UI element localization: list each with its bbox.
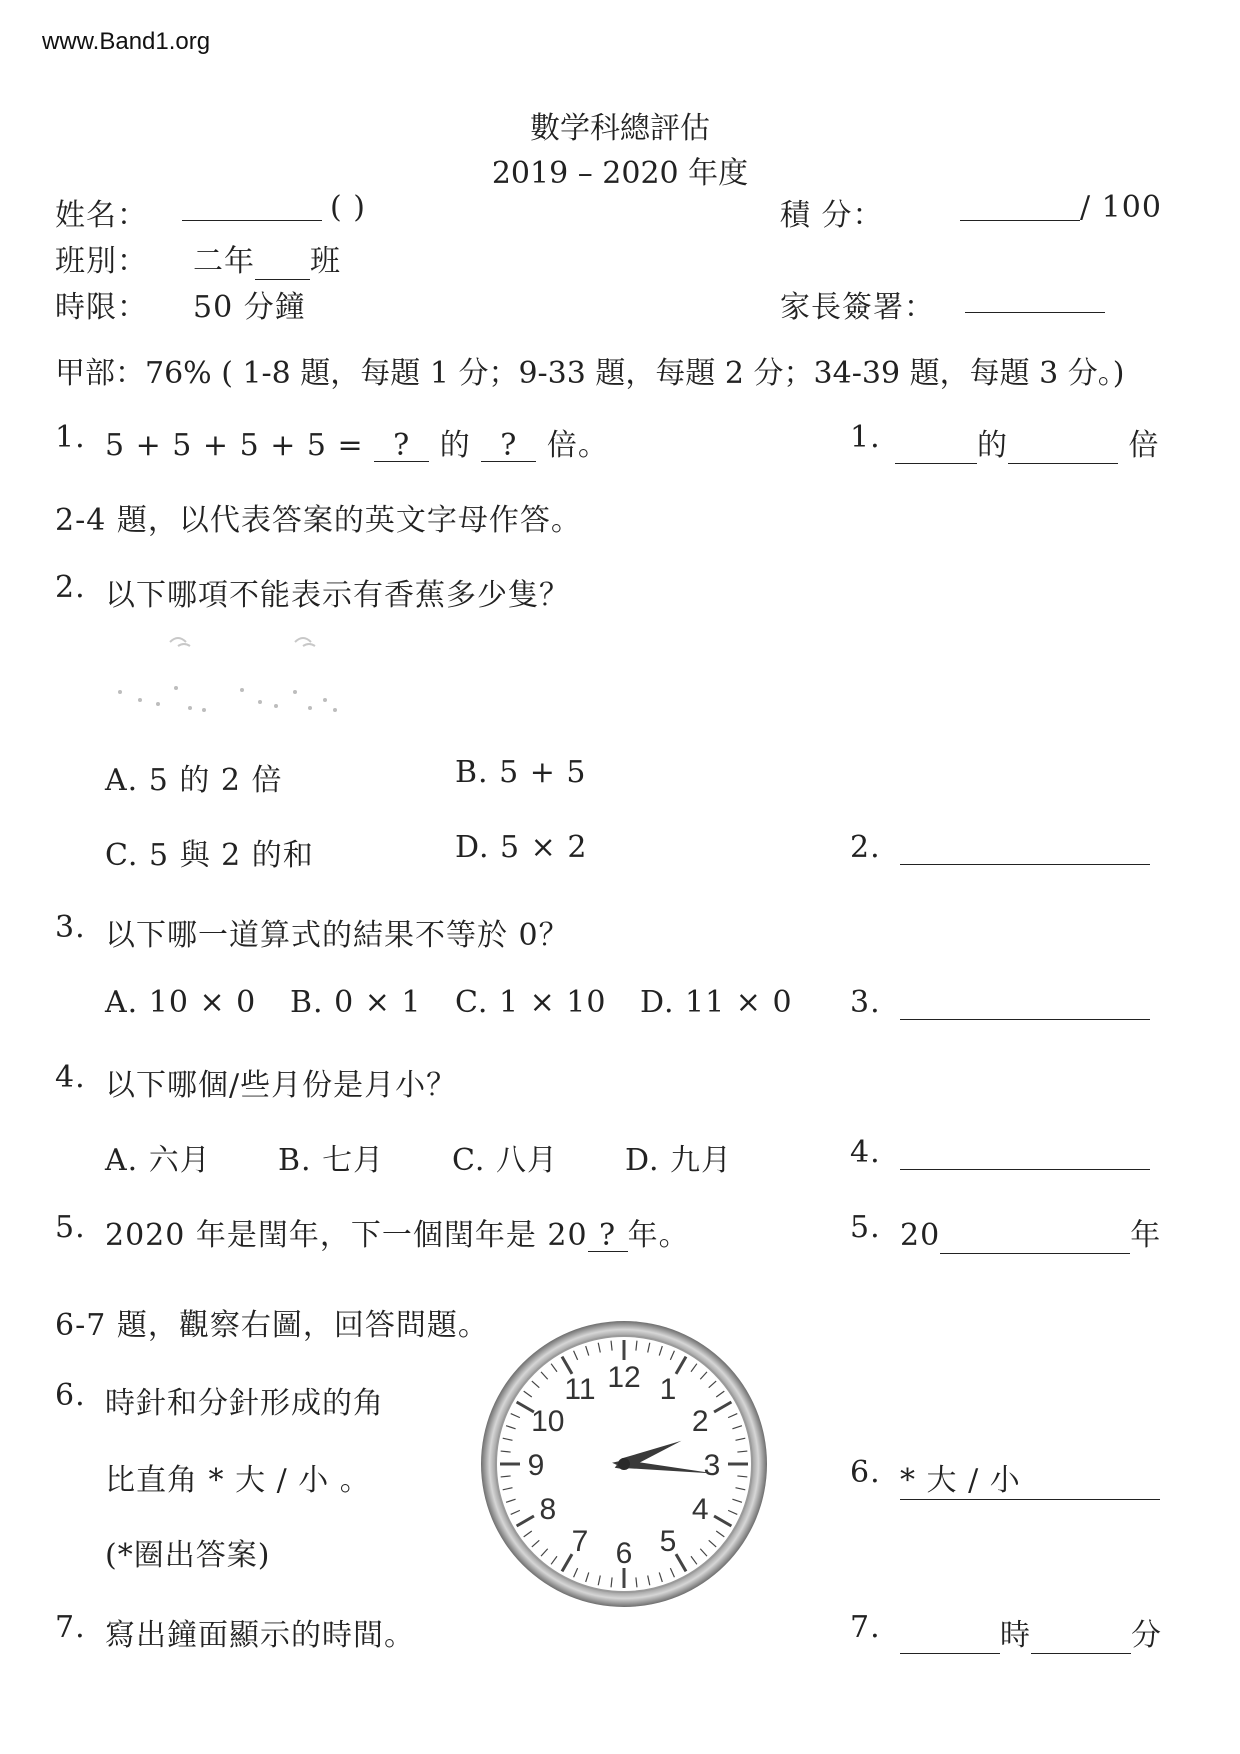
class-suffix: 班 bbox=[310, 244, 341, 279]
score-total: / 100 bbox=[1080, 190, 1162, 225]
q1-expression: 5 + 5 + 5 + 5 = bbox=[105, 428, 364, 463]
q1-answer-bei: 倍 bbox=[1128, 428, 1160, 463]
q6-number: 6. bbox=[55, 1378, 86, 1413]
q1-blank-1: ? bbox=[374, 431, 429, 462]
q1-answer-de: 的 bbox=[977, 428, 1008, 463]
clock-number: 5 bbox=[659, 1525, 677, 1559]
class-label: 班別： bbox=[55, 244, 148, 279]
q1-answer-field-2[interactable] bbox=[1008, 433, 1118, 464]
q7-hour-label: 時 bbox=[1000, 1618, 1031, 1653]
parent-signature-label: 家長簽署： bbox=[780, 290, 935, 325]
class-field[interactable] bbox=[255, 249, 310, 280]
q6-line-3: (*圈出答案) bbox=[105, 1538, 271, 1573]
q3-option-a: A. 10 × 0 bbox=[105, 985, 257, 1020]
q7-answer-number: 7. bbox=[850, 1610, 881, 1645]
parent-signature-field[interactable] bbox=[965, 282, 1105, 313]
q3-answer-number: 3. bbox=[850, 985, 881, 1020]
q6-line-2: 比直角 * 大 / 小 。 bbox=[105, 1463, 371, 1498]
q4-option-b: B. 七月 bbox=[278, 1143, 385, 1178]
q1-answer-field-1[interactable] bbox=[895, 433, 977, 464]
clock-face bbox=[478, 1318, 770, 1610]
clock-number: 11 bbox=[564, 1372, 596, 1406]
clock-number: 6 bbox=[615, 1537, 633, 1570]
name-field[interactable] bbox=[182, 190, 322, 221]
q1-number: 1. bbox=[55, 420, 86, 455]
q3-answer-field[interactable] bbox=[900, 987, 1150, 1020]
clock-center-pin bbox=[618, 1458, 630, 1470]
clock-number: 10 bbox=[531, 1405, 565, 1438]
clock-number: 12 bbox=[607, 1361, 641, 1394]
instruction-2-4: 2-4 題，以代表答案的英文字母作答。 bbox=[55, 503, 582, 538]
q3-option-b: B. 0 × 1 bbox=[290, 985, 422, 1020]
q4-answer-number: 4. bbox=[850, 1135, 881, 1170]
q6-line-1: 時針和分針形成的角 bbox=[105, 1386, 384, 1421]
q1-answer-number: 1. bbox=[850, 420, 881, 455]
time-label: 時限： bbox=[55, 290, 148, 325]
q2-text: 以下哪項不能表示有香蕉多少隻？ bbox=[105, 578, 570, 613]
section-heading: 甲部：76% ( 1-8 題，每題 1 分；9-33 題，每題 2 分；34-39 題，每題 3 分。) bbox=[55, 356, 1125, 391]
q4-number: 4. bbox=[55, 1060, 86, 1095]
q3-text: 以下哪一道算式的結果不等於 0？ bbox=[105, 918, 570, 953]
score-label: 積 分： bbox=[780, 198, 884, 233]
q7-minute-label: 分 bbox=[1131, 1618, 1162, 1653]
clock-number: 8 bbox=[539, 1493, 557, 1526]
clock-number: 3 bbox=[703, 1449, 721, 1482]
q5-answer-field[interactable] bbox=[940, 1223, 1130, 1254]
q2-option-a: A. 5 的 2 倍 bbox=[105, 763, 283, 798]
q5-text bbox=[105, 1210, 690, 1254]
score-field[interactable] bbox=[960, 190, 1080, 221]
class-value bbox=[193, 236, 341, 280]
q4-answer-field[interactable] bbox=[900, 1137, 1150, 1170]
q5-answer-number: 5. bbox=[850, 1210, 881, 1245]
clock-number: 1 bbox=[659, 1372, 677, 1406]
class-grade: 二年 bbox=[193, 244, 255, 279]
q4-option-d: D. 九月 bbox=[625, 1143, 733, 1178]
q5-text-prefix: 2020 年是閏年，下一個閏年是 20 bbox=[105, 1218, 588, 1253]
q1-text bbox=[105, 420, 609, 464]
time-value: 50 分鐘 bbox=[193, 290, 306, 325]
q4-option-a: A. 六月 bbox=[105, 1143, 211, 1178]
page-title: 數学科總評估 bbox=[530, 111, 710, 146]
class-number-field[interactable]: ( ) bbox=[330, 190, 366, 225]
instruction-6-7: 6-7 題，觀察右圖，回答問題。 bbox=[55, 1308, 489, 1343]
q2-answer-field[interactable] bbox=[900, 832, 1150, 865]
q6-answer-field[interactable]: * 大 / 小 bbox=[900, 1455, 1160, 1500]
clock-number: 2 bbox=[691, 1405, 709, 1438]
q6-answer-number: 6. bbox=[850, 1455, 881, 1490]
clock-number: 4 bbox=[691, 1493, 709, 1526]
site-url[interactable]: www.Band1.org bbox=[42, 28, 211, 55]
q2-option-c: C. 5 與 2 的和 bbox=[105, 838, 314, 873]
q4-option-c: C. 八月 bbox=[452, 1143, 558, 1178]
q7-number: 7. bbox=[55, 1610, 86, 1645]
q1-answer-line bbox=[895, 420, 1160, 464]
q7-answer-line bbox=[900, 1610, 1162, 1654]
q5-blank: ? bbox=[588, 1221, 628, 1252]
q5-number: 5. bbox=[55, 1210, 86, 1245]
q5-answer-prefix: 20 bbox=[900, 1218, 941, 1253]
name-label: 姓名： bbox=[55, 198, 148, 233]
q5-answer-suffix: 年 bbox=[1130, 1218, 1162, 1253]
q1-de: 的 bbox=[439, 428, 471, 463]
q2-option-d: D. 5 × 2 bbox=[455, 830, 588, 865]
q2-number: 2. bbox=[55, 570, 86, 605]
bananas-image bbox=[110, 630, 350, 720]
q2-answer-number: 2. bbox=[850, 830, 881, 865]
q3-option-d: D. 11 × 0 bbox=[640, 985, 793, 1020]
q7-minute-field[interactable] bbox=[1031, 1623, 1131, 1654]
q7-hour-field[interactable] bbox=[900, 1623, 1000, 1654]
q5-text-suffix: 年。 bbox=[627, 1218, 690, 1253]
q7-text: 寫出鐘面顯示的時間。 bbox=[105, 1618, 415, 1653]
clock-number: 7 bbox=[571, 1525, 589, 1559]
q2-option-b: B. 5 + 5 bbox=[455, 755, 587, 790]
clock-number: 9 bbox=[527, 1449, 545, 1482]
school-year: 2019 – 2020 年度 bbox=[491, 156, 749, 191]
q4-text: 以下哪個/些月份是月小？ bbox=[105, 1068, 458, 1103]
q5-answer-line bbox=[900, 1210, 1161, 1254]
q3-option-c: C. 1 × 10 bbox=[455, 985, 607, 1020]
q1-bei: 倍。 bbox=[546, 428, 609, 463]
q3-number: 3. bbox=[55, 910, 86, 945]
q1-blank-2: ? bbox=[481, 431, 536, 462]
